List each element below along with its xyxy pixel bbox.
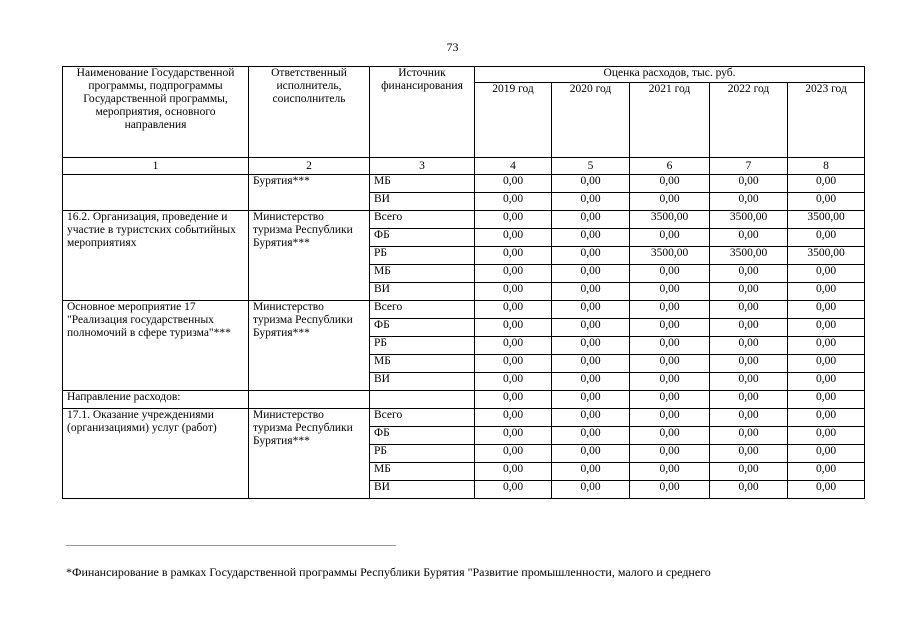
value-cell: 0,00 (788, 373, 865, 391)
header-year: 2023 год (788, 83, 865, 158)
value-cell: 0,00 (475, 175, 552, 193)
table-row (63, 211, 865, 229)
value-cell: 0,00 (788, 283, 865, 301)
value-cell: 0,00 (552, 247, 630, 265)
value-cell: 0,00 (710, 229, 788, 247)
funding-source: РБ (370, 337, 475, 355)
funding-source: МБ (370, 175, 475, 193)
value-cell: 0,00 (788, 301, 865, 319)
value-cell: 0,00 (710, 265, 788, 283)
value-cell: 0,00 (552, 463, 630, 481)
value-cell: 0,00 (710, 301, 788, 319)
column-number: 4 (475, 158, 552, 175)
funding-source: ВИ (370, 283, 475, 301)
table-row (63, 409, 865, 427)
value-cell: 3500,00 (788, 211, 865, 229)
value-cell: 0,00 (710, 193, 788, 211)
value-cell: 0,00 (552, 355, 630, 373)
value-cell: 0,00 (630, 463, 710, 481)
value-cell: 0,00 (630, 265, 710, 283)
value-cell: 3500,00 (630, 247, 710, 265)
table-row (63, 301, 865, 319)
value-cell: 0,00 (788, 193, 865, 211)
value-cell: 0,00 (475, 229, 552, 247)
header-year: 2020 год (552, 83, 630, 158)
value-cell: 0,00 (710, 373, 788, 391)
value-cell: 3500,00 (710, 247, 788, 265)
page-number: 73 (446, 40, 459, 54)
funding-source: Всего (370, 211, 475, 229)
value-cell: 0,00 (788, 319, 865, 337)
value-cell: 0,00 (475, 211, 552, 229)
header-year: 2021 год (630, 83, 710, 158)
program-name: 17.1. Оказание учреждениями (организациями) услуг (работ) (63, 409, 249, 499)
value-cell: 0,00 (630, 481, 710, 499)
value-cell: 0,00 (630, 337, 710, 355)
value-cell: 0,00 (552, 193, 630, 211)
value-cell: 3500,00 (630, 211, 710, 229)
value-cell: 0,00 (710, 319, 788, 337)
value-cell: 0,00 (630, 445, 710, 463)
funding-source: МБ (370, 265, 475, 283)
value-cell: 0,00 (475, 391, 552, 409)
value-cell: 0,00 (710, 481, 788, 499)
value-cell: 0,00 (475, 445, 552, 463)
column-number: 3 (370, 158, 475, 175)
column-number: 1 (63, 158, 249, 175)
responsible-executor: Министерство туризма Республики Бурятия*** (249, 409, 370, 499)
value-cell: 0,00 (475, 355, 552, 373)
responsible-executor: Бурятия*** (249, 175, 370, 211)
value-cell: 3500,00 (788, 247, 865, 265)
footnote-divider (66, 545, 396, 546)
value-cell: 0,00 (630, 427, 710, 445)
value-cell: 0,00 (552, 265, 630, 283)
header-year: 2019 год (475, 83, 552, 158)
column-number: 7 (710, 158, 788, 175)
value-cell: 3500,00 (710, 211, 788, 229)
funding-source (370, 391, 475, 409)
value-cell: 0,00 (788, 427, 865, 445)
value-cell: 0,00 (788, 463, 865, 481)
funding-source: ФБ (370, 319, 475, 337)
value-cell: 0,00 (552, 481, 630, 499)
value-cell: 0,00 (710, 283, 788, 301)
value-cell: 0,00 (475, 337, 552, 355)
value-cell: 0,00 (710, 427, 788, 445)
column-number: 6 (630, 158, 710, 175)
budget-table (62, 66, 865, 499)
responsible-executor (249, 391, 370, 409)
header-year: 2022 год (710, 83, 788, 158)
value-cell: 0,00 (788, 229, 865, 247)
value-cell: 0,00 (552, 409, 630, 427)
funding-source: ВИ (370, 373, 475, 391)
responsible-executor: Министерство туризма Республики Бурятия*** (249, 211, 370, 301)
value-cell: 0,00 (475, 265, 552, 283)
header-responsible: Ответственный исполнитель, соисполнитель (249, 67, 370, 158)
value-cell: 0,00 (630, 391, 710, 409)
value-cell: 0,00 (552, 319, 630, 337)
value-cell: 0,00 (475, 427, 552, 445)
value-cell: 0,00 (788, 337, 865, 355)
value-cell: 0,00 (630, 301, 710, 319)
value-cell: 0,00 (552, 283, 630, 301)
value-cell: 0,00 (630, 175, 710, 193)
funding-source: Всего (370, 301, 475, 319)
value-cell: 0,00 (630, 373, 710, 391)
value-cell: 0,00 (552, 445, 630, 463)
value-cell: 0,00 (630, 319, 710, 337)
funding-source: РБ (370, 445, 475, 463)
value-cell: 0,00 (710, 409, 788, 427)
value-cell: 0,00 (475, 463, 552, 481)
value-cell: 0,00 (475, 283, 552, 301)
value-cell: 0,00 (475, 247, 552, 265)
funding-source: ФБ (370, 229, 475, 247)
value-cell: 0,00 (552, 427, 630, 445)
value-cell: 0,00 (710, 391, 788, 409)
footnote: *Финансирование в рамках Государственной программы Республики Бурятия "Развитие промышленности, малого и среднего (66, 565, 711, 579)
funding-source: МБ (370, 463, 475, 481)
column-number: 2 (249, 158, 370, 175)
column-number: 5 (552, 158, 630, 175)
value-cell: 0,00 (552, 175, 630, 193)
value-cell: 0,00 (475, 481, 552, 499)
value-cell: 0,00 (788, 391, 865, 409)
value-cell: 0,00 (788, 355, 865, 373)
value-cell: 0,00 (788, 445, 865, 463)
value-cell: 0,00 (710, 175, 788, 193)
value-cell: 0,00 (710, 337, 788, 355)
value-cell: 0,00 (475, 373, 552, 391)
value-cell: 0,00 (630, 193, 710, 211)
value-cell: 0,00 (710, 463, 788, 481)
value-cell: 0,00 (552, 301, 630, 319)
funding-source: Всего (370, 409, 475, 427)
header-name: Наименование Государственной программы, подпрограммы Государственной программы, мероприятия, основного направления (63, 67, 249, 158)
table-row (63, 175, 865, 193)
column-number: 8 (788, 158, 865, 175)
program-name: Направление расходов: (63, 391, 249, 409)
funding-source: РБ (370, 247, 475, 265)
value-cell: 0,00 (552, 337, 630, 355)
value-cell: 0,00 (552, 229, 630, 247)
funding-source: ВИ (370, 481, 475, 499)
funding-source: МБ (370, 355, 475, 373)
value-cell: 0,00 (788, 175, 865, 193)
value-cell: 0,00 (475, 409, 552, 427)
program-name: 16.2. Организация, проведение и участие в туристских событийных мероприятиях (63, 211, 249, 301)
value-cell: 0,00 (788, 481, 865, 499)
value-cell: 0,00 (630, 409, 710, 427)
value-cell: 0,00 (630, 283, 710, 301)
value-cell: 0,00 (475, 301, 552, 319)
value-cell: 0,00 (475, 193, 552, 211)
value-cell: 0,00 (710, 445, 788, 463)
header-estimate: Оценка расходов, тыс. руб. (475, 67, 865, 83)
program-name: Основное мероприятие 17 "Реализация государственных полномочий в сфере туризма"*** (63, 301, 249, 391)
program-name (63, 175, 249, 211)
header-source: Источник финансирования (370, 67, 475, 158)
value-cell: 0,00 (788, 409, 865, 427)
table-row (63, 391, 865, 409)
value-cell: 0,00 (710, 355, 788, 373)
value-cell: 0,00 (552, 211, 630, 229)
value-cell: 0,00 (630, 355, 710, 373)
value-cell: 0,00 (475, 319, 552, 337)
value-cell: 0,00 (788, 265, 865, 283)
funding-source: ВИ (370, 193, 475, 211)
funding-source: ФБ (370, 427, 475, 445)
value-cell: 0,00 (552, 373, 630, 391)
value-cell: 0,00 (552, 391, 630, 409)
value-cell: 0,00 (630, 229, 710, 247)
responsible-executor: Министерство туризма Республики Бурятия*** (249, 301, 370, 391)
